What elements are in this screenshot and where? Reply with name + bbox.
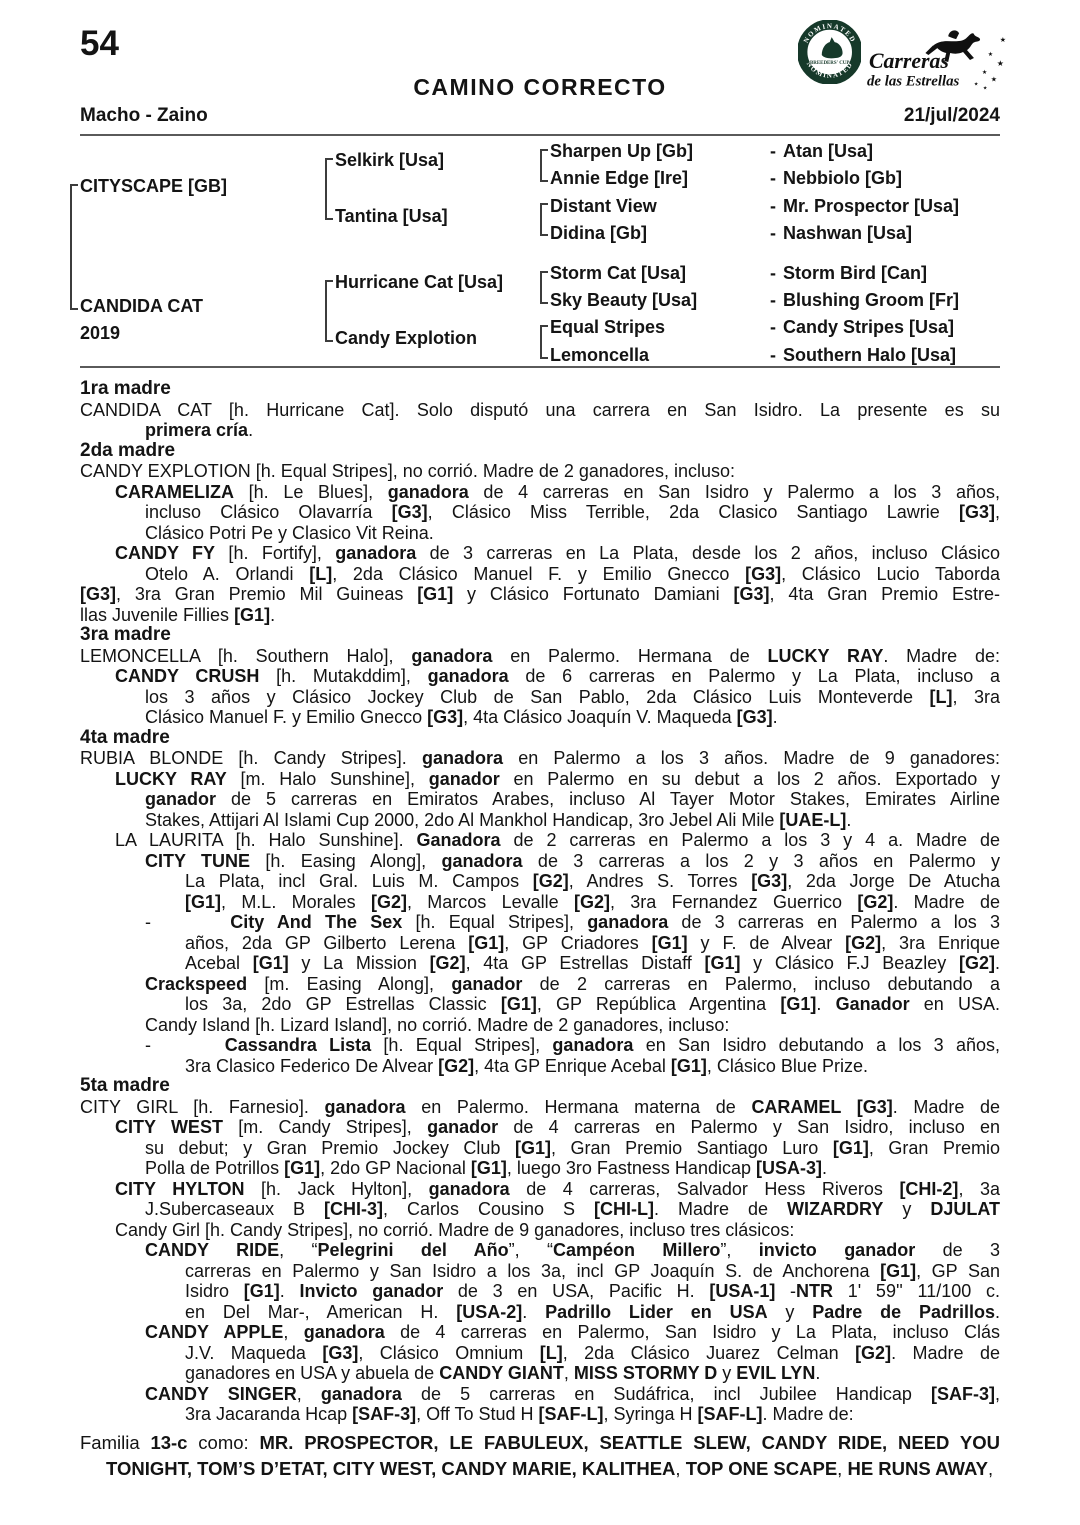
pedigree-name-gen2-4: Candy Explotion bbox=[335, 328, 478, 348]
pedigree-bracket bbox=[540, 325, 548, 359]
pedigree-dash: - bbox=[770, 345, 776, 365]
familia-line-1: Familia 13-c como: MR. PROSPECTOR, LE FABULEUX, SEATTLE SLEW, CANDY RIDE, NEED YOU bbox=[80, 1432, 1000, 1453]
family-text-line-11: [G3], 3ra Gran Premio Mil Guineas [G1] y Clásico Fortunato Damiani [G3], 4ta Gran Premio Estre- bbox=[80, 584, 1000, 604]
family-text-line-38: su debut; y Gran Premio Jockey Club [G1], Gran Premio Santiago Luro [G1], Gran Premio bbox=[145, 1137, 1000, 1158]
family-text-line-8: Clásico Potri Pe y Clasico Vit Reina. bbox=[145, 522, 434, 543]
family-text-line-6: CARAMELIZA [h. Le Blues], ganadora de 4 carreras en San Isidro y Palermo a los 3 años, bbox=[115, 481, 1000, 502]
pedigree-bracket bbox=[540, 149, 548, 182]
family-text-line-33: - Cassandra Lista [h. Equal Stripes], ganadora en San Isidro debutando a los 3 años, bbox=[145, 1035, 1001, 1055]
section-heading: 4ta madre bbox=[80, 726, 170, 748]
pedigree-name-gen3-8: Lemoncella bbox=[550, 345, 650, 365]
family-text-line-34: 3ra Clasico Federico De Alvear [G2], 4ta GP Enrique Acebal [G1], Clásico Blue Prize. bbox=[185, 1055, 868, 1076]
family-text-line-41: J.Subercaseaux B [CHI-3], Carlos Cousino S [CHI-L]. Madre de WIZARDRY y DJULAT bbox=[145, 1199, 1000, 1219]
pedigree-bracket bbox=[540, 203, 548, 236]
family-text-line-3: primera cría. bbox=[145, 420, 254, 440]
pedigree-name-gen3-1: Sharpen Up [Gb] bbox=[550, 141, 693, 161]
carreras-wordmark-line1: Carreras bbox=[869, 48, 950, 73]
family-text-line-19: RUBIA BLONDE [h. Candy Stripes]. ganadora en Palermo a los 3 años. Madre de 9 ganadores: bbox=[80, 748, 1000, 768]
pedigree-name-gen3-2: Annie Edge [Ire] bbox=[550, 168, 689, 188]
familia-line-2: TONIGHT, TOM’S D’ETAT, CITY WEST, CANDY MARIE, KALITHEA, TOP ONE SCAPE, HE RUNS AWAY, bbox=[106, 1458, 994, 1479]
pedigree-name-gen4-8: - Southern Halo [Usa] bbox=[770, 345, 957, 365]
pedigree-dash: - bbox=[770, 317, 776, 337]
family-text-line-42: Candy Girl [h. Candy Stripes], no corrió. Madre de 9 ganadores, incluso tres clásicos: bbox=[115, 1219, 795, 1240]
family-text-line-29: Acebal [G1] y La Mission [G2], 4ta GP Estrellas Distaff [G1] y Clásico F.J Beazley [G2]. bbox=[185, 953, 1000, 973]
pedigree-dash: - bbox=[770, 168, 776, 188]
family-text-line-28: años, 2da GP Gilberto Lerena [G1], GP Criadores [G1] y F. de Alvear [G2], 3ra Enrique bbox=[185, 932, 1001, 953]
family-text-line-5: CANDY EXPLOTION [h. Equal Stripes], no corrió. Madre de 2 ganadores, incluso: bbox=[80, 461, 735, 481]
page-number: 54 bbox=[80, 24, 119, 63]
svg-text:★: ★ bbox=[991, 76, 998, 84]
family-text-line-27: - City And The Sex [h. Equal Stripes], ganadora de 3 carreras en Palermo a los 3 bbox=[145, 912, 1001, 932]
family-text-line-40: CITY HYLTON [h. Jack Hylton], ganadora de 4 carreras, Salvador Hess Riveros [CHI-2], 3a bbox=[115, 1178, 1000, 1199]
pedigree-name-gen2-3: Hurricane Cat [Usa] bbox=[335, 272, 504, 292]
family-text-line-25: La Plata, incl Gral. Luis M. Campos [G2], Andres S. Torres [G3], 2da Jorge De Atucha bbox=[185, 871, 1000, 891]
section-heading: 3ra madre bbox=[80, 624, 171, 645]
pedigree-name-gen4-3: - Mr. Prospector [Usa] bbox=[770, 196, 960, 216]
family-text-line-14: LEMONCELLA [h. Southern Halo], ganadora en Palermo. Hermana de LUCKY RAY. Madre de: bbox=[80, 645, 1000, 666]
pedigree-bracket bbox=[70, 184, 78, 310]
pedigree-name-gen3-3: Distant View bbox=[550, 196, 657, 216]
svg-text:★: ★ bbox=[974, 82, 979, 88]
family-text-line-23: LA LAURITA [h. Halo Sunshine]. Ganadora de 2 carreras en Palermo a los 3 y 4 a. Madre de bbox=[115, 830, 1001, 850]
divider-pedigree-bottom bbox=[80, 366, 1000, 368]
family-text-line-16: los 3 años y Clásico Jockey Club de San Pablo, 2da Clásico Luis Monteverde [L], 3ra bbox=[145, 686, 1000, 707]
pedigree-name-gen1-1: CITYSCAPE [GB] bbox=[80, 176, 228, 196]
section-heading: 2da madre bbox=[80, 439, 176, 461]
family-text-line-15: CANDY CRUSH [h. Mutakddim], ganadora de 6 carreras en Palermo y La Plata, incluso a bbox=[115, 666, 1000, 686]
pedigree-dash: - bbox=[770, 196, 776, 216]
family-text-line-20: LUCKY RAY [m. Halo Sunshine], ganador en Palermo en su debut a los 2 años. Exportado y bbox=[115, 768, 1000, 789]
birth-date: 21/jul/2024 bbox=[903, 105, 1000, 126]
pedigree-name-gen3-5: Storm Cat [Usa] bbox=[550, 263, 687, 283]
pedigree-name-gen4-2: - Nebbiolo [Gb] bbox=[770, 168, 902, 188]
family-text-line-47: CANDY APPLE, ganadora de 4 carreras en Palermo, San Isidro y La Plata, incluso Clás bbox=[145, 1322, 1000, 1342]
family-text-line-9: CANDY FY [h. Fortify], ganadora de 3 carreras en La Plata, desde los 2 años, incluso Clásico bbox=[115, 543, 1000, 563]
pedigree-name-gen3-6: Sky Beauty [Usa] bbox=[550, 290, 698, 310]
pedigree-name-gen4-1: - Atan [Usa] bbox=[770, 141, 874, 161]
pedigree-name-gen3-4: Didina [Gb] bbox=[550, 223, 647, 243]
pedigree-name-gen2-1: Selkirk [Usa] bbox=[335, 150, 445, 170]
pedigree-name-gen1-3: 2019 bbox=[80, 323, 121, 343]
family-text-line-30: Crackspeed [m. Easing Along], ganador de 2 carreras en Palermo, incluso debutando a bbox=[145, 973, 1000, 994]
pedigree-name-gen1-2: CANDIDA CAT bbox=[80, 296, 203, 316]
family-text-line-21: ganador de 5 carreras en Emiratos Arabes, incluso Al Tayer Motor Stakes, Emirates Airline bbox=[145, 789, 1000, 809]
family-text-line-45: Isidro [G1]. Invicto ganador de 3 en USA, Pacific H. [USA-1] -NTR 1' 59'' 11/100 c. bbox=[185, 1281, 1000, 1301]
pedigree-name-gen4-4: - Nashwan [Usa] bbox=[770, 223, 913, 243]
bc-nominated-top: NOMINATED bbox=[802, 23, 857, 45]
pedigree-name-gen2-2: Tantina [Usa] bbox=[335, 206, 448, 226]
carreras-wordmark-line2: de las Estrellas bbox=[867, 73, 960, 90]
family-text-line-43: CANDY RIDE, “Pelegrini del Año”, “Campéon Millero”, invicto ganador de 3 bbox=[145, 1240, 1001, 1260]
pedigree-dash: - bbox=[770, 290, 776, 310]
svg-text:★: ★ bbox=[997, 58, 1005, 68]
family-text-line-36: CITY GIRL [h. Farnesio]. ganadora en Palermo. Hermana materna de CARAMEL [G3]. Madre de bbox=[80, 1096, 1001, 1117]
familia-footer bbox=[80, 1430, 1000, 1482]
family-text-line-50: CANDY SINGER, ganadora de 5 carreras en Sudáfrica, incl Jubilee Handicap [SAF-3], bbox=[145, 1383, 1000, 1404]
family-notes bbox=[80, 379, 1000, 1425]
pedigree-name-gen4-7: - Candy Stripes [Usa] bbox=[770, 317, 955, 337]
pedigree-dash: - bbox=[770, 263, 776, 283]
pedigree-name-gen4-5: - Storm Bird [Can] bbox=[770, 263, 927, 283]
bc-nominated-bottom: NOMINATED bbox=[804, 60, 855, 80]
svg-text:★: ★ bbox=[983, 86, 988, 92]
family-text-line-22: Stakes, Attijari Al Islami Cup 2000, 2do Al Mankhol Handicap, 3ro Jebel Ali Mile [UAE-L]. bbox=[145, 809, 852, 830]
bc-wordmark: BREEDERS' CUP bbox=[810, 60, 850, 66]
pedigree-dash: - bbox=[770, 141, 776, 161]
family-text-line-51: 3ra Jacaranda Hcap [SAF-3], Off To Stud H [SAF-L], Syringa H [SAF-L]. Madre de: bbox=[185, 1404, 854, 1424]
family-text-line-46: en Del Mar-, American H. [USA-2]. Padrillo Lider en USA y Padre de Padrillos. bbox=[185, 1301, 1001, 1322]
pedigree-name-gen3-7: Equal Stripes bbox=[550, 317, 666, 337]
pedigree-name-gen4-6: - Blushing Groom [Fr] bbox=[770, 290, 959, 310]
pedigree-table bbox=[0, 0, 1080, 370]
family-text-line-2: CANDIDA CAT [h. Hurricane Cat]. Solo disputó una carrera en San Isidro. La presente es su bbox=[80, 399, 1000, 420]
pedigree-bracket bbox=[325, 280, 333, 342]
sex-coat-label: Macho - Zaino bbox=[80, 105, 208, 126]
family-text-line-24: CITY TUNE [h. Easing Along], ganadora de 3 carreras a los 2 y 3 años en Palermo y bbox=[145, 850, 1000, 871]
svg-text:★: ★ bbox=[982, 69, 988, 76]
section-heading: 5ta madre bbox=[80, 1075, 170, 1096]
family-text-line-10: Otelo A. Orlandi [L], 2da Clásico Manuel F. y Emilio Gnecco [G3], Clásico Lucio Taborda bbox=[145, 563, 1001, 584]
svg-text:★: ★ bbox=[1000, 37, 1007, 45]
family-text-line-49: ganadores en USA y abuela de CANDY GIANT, MISS STORMY D y EVIL LYN. bbox=[185, 1363, 821, 1383]
pedigree-bracket bbox=[325, 158, 333, 220]
family-text-line-7: incluso Clásico Olavarría [G3], Clásico Miss Terrible, 2da Clasico Santiago Lawrie [G3], bbox=[145, 502, 1000, 522]
family-text-line-32: Candy Island [h. Lizard Island], no corrió. Madre de 2 ganadores, incluso: bbox=[145, 1014, 730, 1035]
family-text-line-12: llas Juvenile Fillies [G1]. bbox=[80, 604, 276, 625]
family-text-line-26: [G1], M.L. Morales [G2], Marcos Levalle [G2], 3ra Fernandez Guerrico [G2]. Madre de bbox=[185, 891, 1000, 912]
family-text-line-37: CITY WEST [m. Candy Stripes], ganador de 4 carreras en Palermo y San Isidro, incluso en bbox=[115, 1117, 1000, 1137]
pedigree-dash: - bbox=[770, 223, 776, 243]
horse-name-title: CAMINO CORRECTO bbox=[413, 74, 667, 100]
pedigree-bracket bbox=[540, 271, 548, 304]
family-text-line-17: Clásico Manuel F. y Emilio Gnecco [G3], 4ta Clásico Joaquín V. Maqueda [G3]. bbox=[145, 707, 778, 727]
family-text-line-48: J.V. Maqueda [G3], Clásico Omnium [L], 2da Clásico Juarez Celman [G2]. Madre de bbox=[185, 1342, 1001, 1363]
family-text-line-39: Polla de Potrillos [G1], 2do GP Nacional [G1], luego 3ro Fastness Handicap [USA-3]. bbox=[145, 1158, 828, 1178]
family-text-line-44: carreras en Palermo y San Isidro a los 3a, incl GP Joaquín S. de Anchorena [G1], GP San bbox=[185, 1260, 1000, 1281]
section-heading: 1ra madre bbox=[80, 378, 171, 399]
family-text-line-31: los 3a, 2do GP Estrellas Classic [G1], GP República Argentina [G1]. Ganador en USA. bbox=[185, 994, 1000, 1014]
svg-text:★: ★ bbox=[988, 52, 994, 59]
